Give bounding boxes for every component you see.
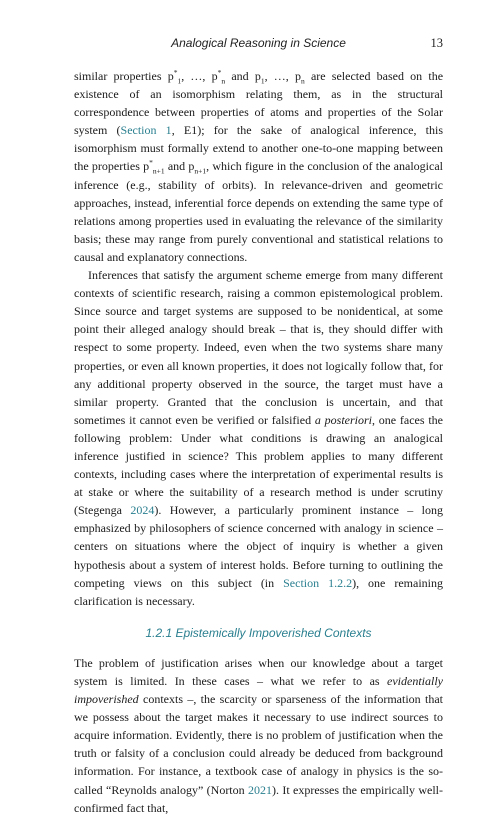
paragraph-1: similar properties $p^*_1$, …, $p^*_n$ and $p_1$, …, $p_n$ are selected based on the existence of an isomorphism relating them, as in the structural correspondence between properties of atoms and properties of the Solar system (Section 1, E1); for the sake of analogical inference, this isomorphism must formally extend to another one-to-one mapping between the properties $p^*_{n+1}$ and $p_{n+1}$, which figure in the conclusion of the analogical inference (e.g., stability of orbits). In relevance-driven and geometric approaches, instead, inferential force depends on extending the same type of relations among properties used in evaluating the relevance of the similarity basis; these may range from purely conventional and statistical relations to causal and explanatory connections. [74,68,444,264]
section-1-link[interactable]: Section 1 [120,123,172,138]
paragraph-2: Inferences that satisfy the argument scheme emerge from many different contexts of scientific research, raising a common epistemological problem. Since source and target systems are supposed to be nonidentical, at some point their alleged analogy should break – that is, they should differ with respect to some property. Indeed, even when the two systems share many properties, or even all known properties, it does not logically follow that, for any additional property observed in the source, the target must have a similar property. Granted that the conclusion is uncertain, and that sometimes it cannot even be verified or falsified a posteriori, one faces the following problem: Under what conditions is drawing an analogical inference justified in science? This problem applies to many different contexts, including cases where the interpretation of experimental results is at stake or where the suitability of a research method is under scrutiny (Stegenga 2024). However, a particularly prominent instance – long emphasized by philosophers of science concerned with analogy in science – centers on situations where the object of inquiry is whether a given hypothesis about a system of interest holds. Before turning to outlining the competing views on this subject (in Section 1.2.2), one remaining clarification is necessary. [74,268,444,608]
section-1-2-2-link[interactable]: Section 1.2.2 [283,575,353,590]
running-title: Analogical Reasoning in Science [171,36,346,50]
citation-stegenga-2024-link[interactable]: 2024 [130,503,155,518]
paragraph-3: The problem of justification arises when our knowledge about a target system is limited. In these cases – what we refer to as evidentially impoverished contexts –, the scarcity or sparseness of the information that we possess about the target makes it necessary to use indirect sources to acquire information. Evidently, there is no problem of justification when the truth or falsity of a conclusion could already be deduced from background information. For instance, a textbook case of analogy in physics is the so-called “Reynolds analogy” (Norton 2021). It expresses the empirically well-confirmed fact that, [74,655,443,815]
page-number: 13 [430,36,443,50]
page-header [74,36,443,54]
citation-norton-2021-link[interactable]: 2021 [248,782,272,797]
section-heading: 1.2.1 Epistemically Impoverished Contexts [145,625,372,640]
page-body [74,67,443,817]
